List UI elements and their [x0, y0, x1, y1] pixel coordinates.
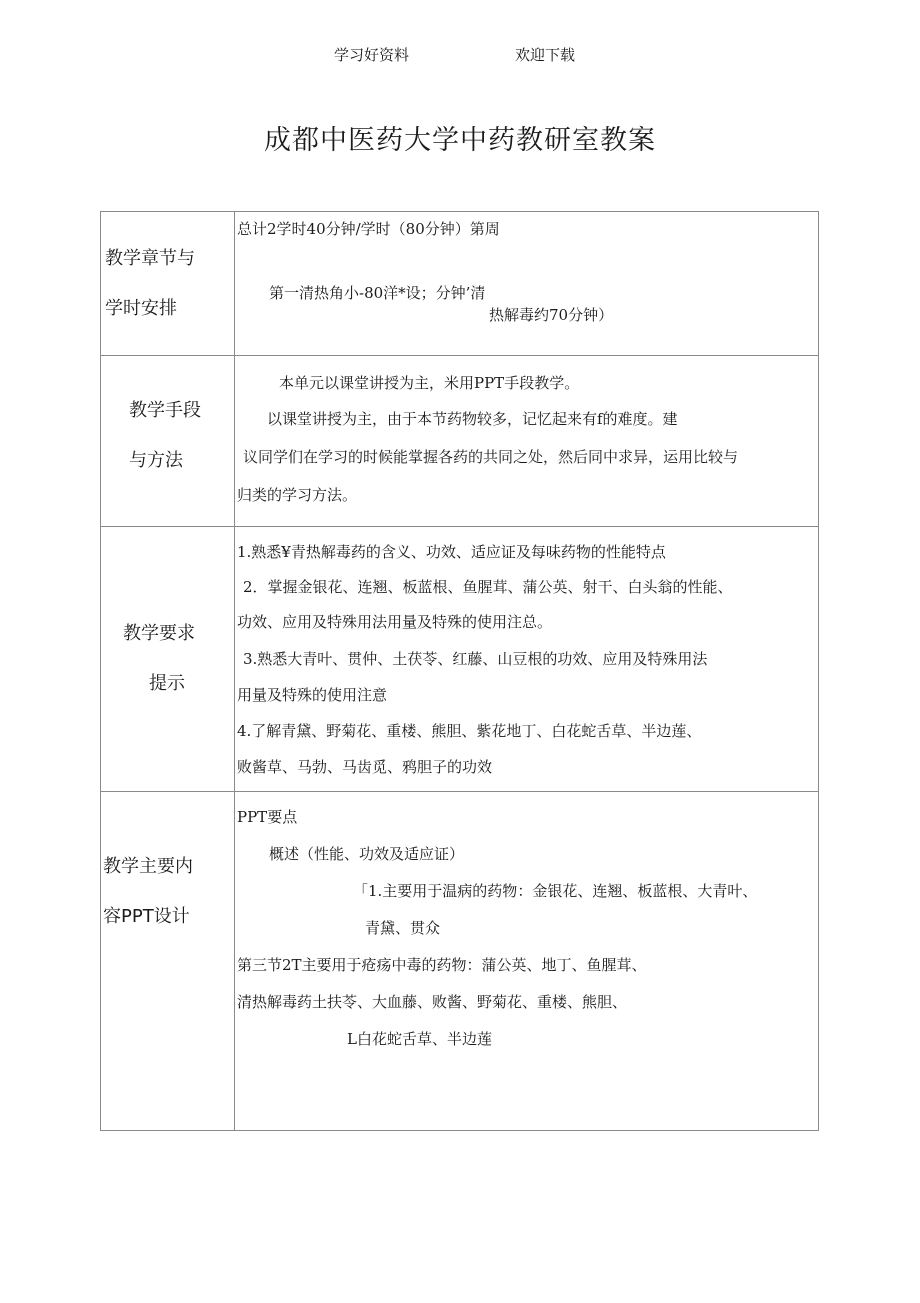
content-line: 归类的学习方法。 [237, 486, 358, 504]
content-line: 1.熟悉¥青热解毒药的含义、功效、适应证及每味药物的性能特点 [237, 543, 666, 561]
document-title: 成都中医药大学中药教研室教案 [264, 125, 656, 156]
row-label-cell [101, 356, 235, 527]
row-label-cell [101, 792, 235, 1131]
row-label-line: 与方法 [129, 450, 183, 471]
content-line: 功效、应用及特殊用法用量及特殊的使用注总。 [237, 613, 553, 631]
row-label-line: 教学手段 [129, 400, 201, 421]
content-line: 4.了解青黛、野菊花、重楼、熊胆、紫花地丁、白花蛇舌草、半边莲、 [237, 722, 702, 740]
content-line: 概述（性能、功效及适应证） [269, 845, 465, 863]
table-row-ppt-design [101, 792, 819, 1131]
lesson-plan-table [100, 211, 819, 1131]
content-line: 「1.主要用于温病的药物：金银花、连翘、板蓝根、大青叶、 [353, 882, 758, 900]
row-label-line: 提示 [149, 673, 185, 694]
row-content-cell [235, 356, 819, 527]
row-label-line: 学时安排 [105, 298, 177, 319]
content-line: 青黛、贯众 [365, 919, 441, 937]
table-row-requirements [101, 527, 819, 792]
content-line: 热解毒约70分钟） [489, 306, 614, 324]
row-label-cell [101, 212, 235, 356]
content-line: 以课堂讲授为主，由于本节药物较多，记忆起来有f的难度。建 [267, 410, 678, 428]
content-line: 2．掌握金银花、连翘、板蓝根、鱼腥茸、蒲公英、射干、白头翁的性能、 [243, 578, 733, 596]
content-line: L白花蛇舌草、半边莲 [347, 1030, 492, 1048]
content-line: 清热解毒药土扶苓、大血藤、败酱、野菊花、重楼、熊胆、 [237, 993, 628, 1011]
row-label-cell [101, 527, 235, 792]
content-line: 败酱草、马勃、马齿觅、鸦胆子的功效 [237, 758, 493, 776]
table-row-methods [101, 356, 819, 527]
content-line: 本单元以课堂讲授为主，米用PPT手段教学。 [279, 374, 580, 392]
row-label-line: 教学主要内 [103, 856, 193, 877]
content-line: 议同学们在学习的时候能掌握各药的共同之处，然后同中求异，运用比较与 [243, 448, 739, 466]
content-line: 用量及特殊的使用注意 [237, 686, 388, 704]
row-content-cell [235, 212, 819, 356]
row-label-line: 容PPT设计 [103, 906, 190, 927]
row-label-line: 教学要求 [123, 623, 195, 644]
table-row-schedule [101, 212, 819, 356]
row-label-line: 教学章节与 [105, 248, 195, 269]
row-content-cell [235, 792, 819, 1131]
header-right-text: 欢迎下载 [515, 46, 576, 64]
row-content-cell [235, 527, 819, 792]
content-line: 第一清热角小-80洋*设；分钟’清 [269, 284, 486, 302]
content-line: 第三节2T主要用于疮疡中毒的药物：蒲公英、地丁、鱼腥茸、 [237, 956, 647, 974]
header-left-text: 学习好资料 [334, 46, 410, 64]
content-line: PPT要点 [237, 808, 298, 826]
content-line: 3.熟悉大青叶、贯仲、土茯苓、红藤、山豆根的功效、应用及特殊用法 [243, 650, 708, 668]
content-line: 总计2学时40分钟/学时（80分钟）第周 [237, 220, 500, 238]
